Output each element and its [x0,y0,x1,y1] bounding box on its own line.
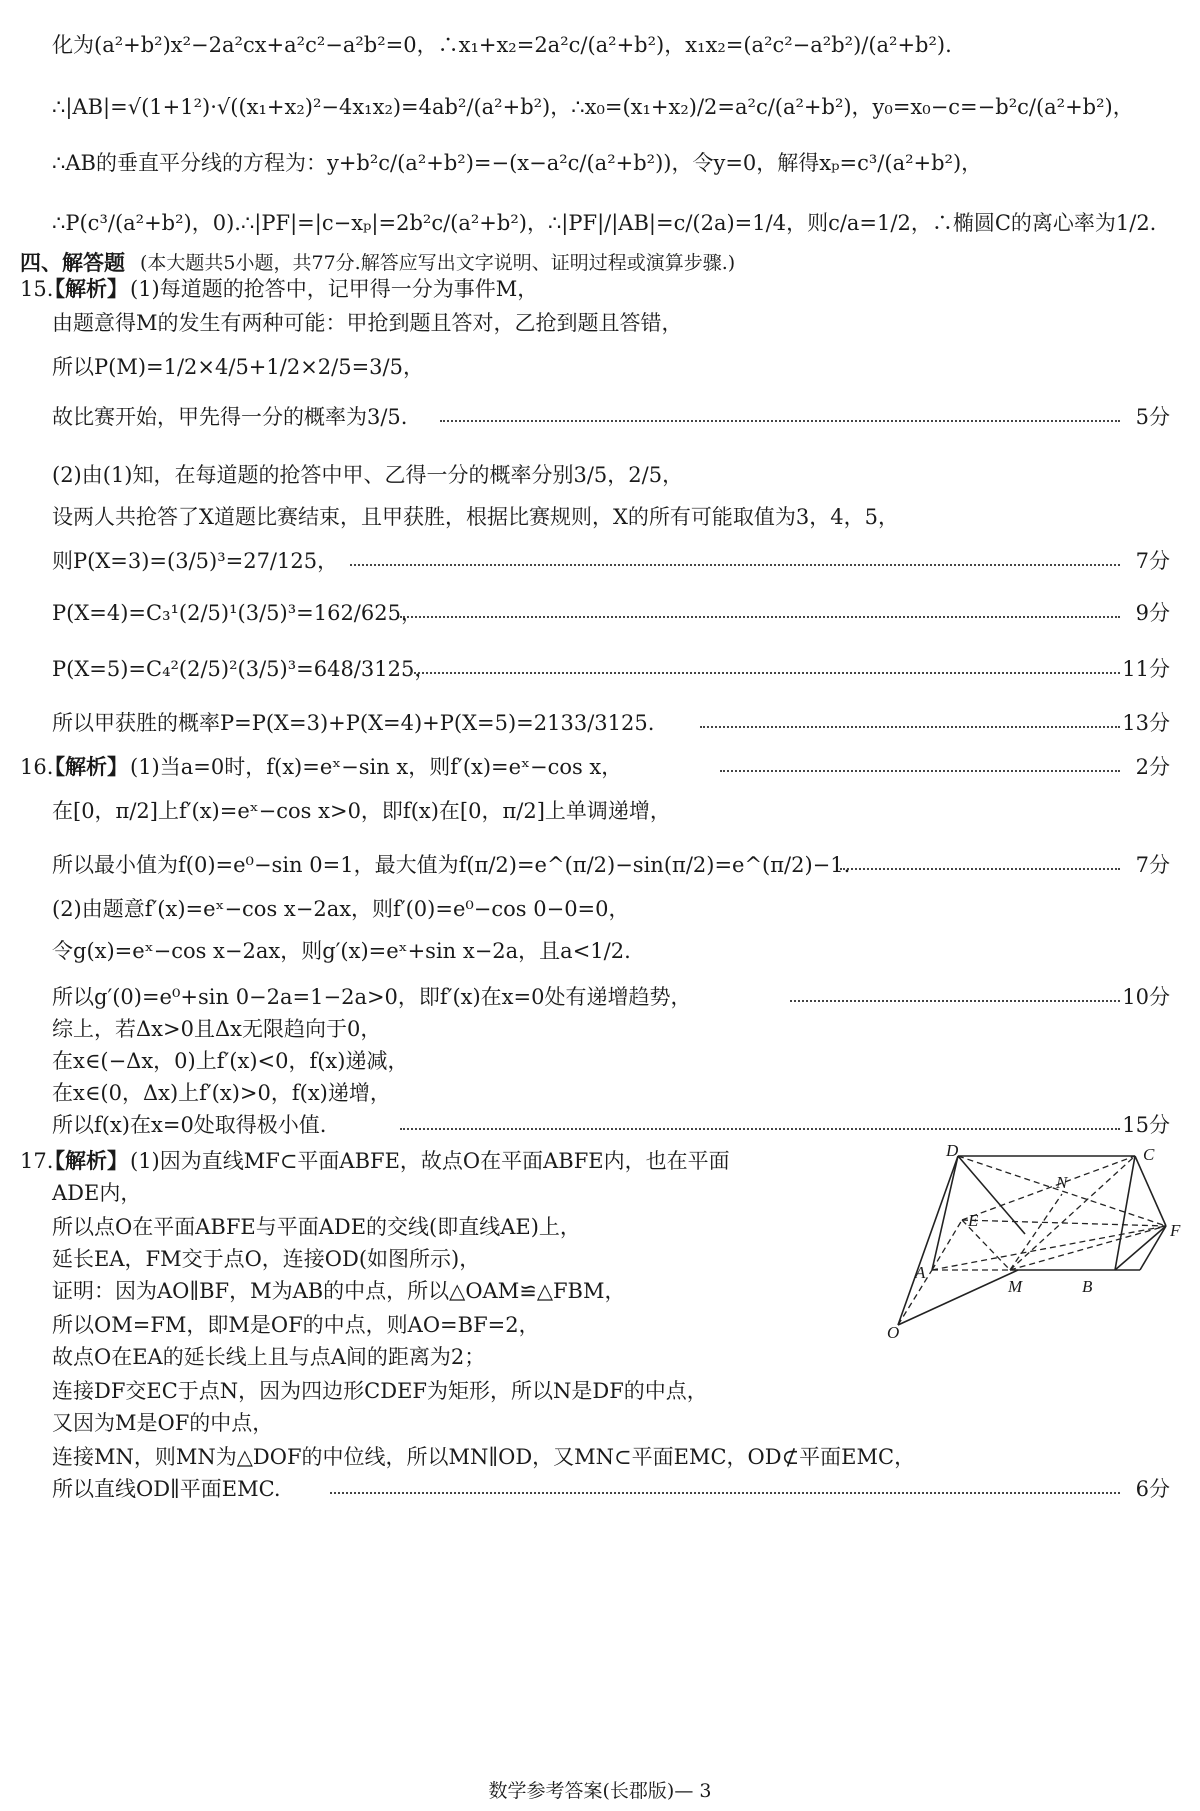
q15-tag: 【解析】 [44,276,128,301]
label-B: B [1082,1277,1093,1296]
q15-points-4: 11分 [1122,657,1170,681]
q16-points-3: 10分 [1122,985,1170,1009]
label-E: E [968,1211,979,1230]
section-desc: (本大题共5小题，共77分.解答应写出文字说明、证明过程或演算步骤.) [140,252,736,274]
label-M: M [1008,1277,1023,1296]
answer-page: 化为(a²+b²)x²−2a²cx+a²c²−a²b²=0，∴x₁+x₂=2a²c/(a²+b²)，x₁x₂=(a²c²−a²b²)/(a²+b²). ∴|AB|=√(1+1²)·√((x₁+x₂)²−4x₁x₂)=4ab²/(a²+b²)，∴x₀=(x₁+x₂)/2=a²c/(a²+b²)，y₀=x₀−c=−b²c/(a²+b²)， ∴AB的垂直平分线的方程为：y+b²c/(a²+b²)=−(x−a²c/(a²+b²))，令y=0，解得xₚ=c³/(a²+b²)， ∴P(c³/(a²+b²)，0).∴|PF|=|c−xₚ|=2b²c/(a²+b²)，∴|PF|/|AB|=c/(2a)=1/4，则c/a=1/2，∴椭圆C的离心率为1/2. 四、解答题 (本大题共5小题，共77分.解答应写出文字说明、证明过程或演算步骤.) 15. 【解析】 (1)每道题的抢答中，记甲得一分为事件M， 由题意得M的发生有两种可能：甲抢到题且答对，乙抢到题且答错， 所以P(M)=1/2×4/5+1/2×2/5=3/5， 故比赛开始，甲先得一分的概率为3/5. 5分 (2)由(1)知，在每道题的抢答中甲、乙得一分的概率分别3/5，2/5， 设两人共抢答了X道题比赛结束，且甲获胜，根据比赛规则，X的所有可能取值为3，4，5， 则P(X=3)=(3/5)³=27/125， 7分 P(X=4)=C₃¹(2/5)¹(3/5)³=162/625， 9分 P(X=5)=C₄²(2/5)²(3/5)³=648/3125， 11分 所以甲获胜的概率P=P(X=3)+P(X=4)+P(X=5)=2133/3125. 13分 16. 【解析】 (1)当a=0时，f(x)=eˣ−sin x，则f′(x)=eˣ−cos x， 2分 在[0，π/2]上f′(x)=eˣ−cos x>0，即f(x)在[0，π/2]上单调递增， 所以最小值为f(0)=e⁰−sin 0=1，最大值为f(π/2)=e^(π/2)−sin(π/2)=e^(π/2)−1. 7分 (2)由题意f′(x)=eˣ−cos x−2ax，则f′(0)=e⁰−cos 0−0=0， 令g(x)=eˣ−cos x−2ax，则g′(x)=eˣ+sin x−2a，且a<1/2. 所以g′(0)=e⁰+sin 0−2a=1−2a>0，即f′(x)在x=0处有递增趋势， 10分 综上，若Δx>0且Δx无限趋向于0， 在x∈(−Δx，0)上f′(x)<0，f(x)递减， 在x∈(0，Δx)上f′(x)>0，f(x)递增， 所以f(x)在x=0处取得极小值. 15分 17. 【解析】 (1)因为直线MF⊂平面ABFE，故点O在平面ABFE内，也在平面 ADE内， 所以点O在平面ABFE与平面ADE的交线(即直线AE)上， 延长EA，FM交于点O，连接OD(如图所示)， 证明：因为AO∥BF，M为AB的中点，所以△OAM≌△FBM， 所以OM=FM，即M是OF的中点，则AO=BF=2， 故点O在EA的延长线上且与点A间的距离为2； 连接DF交EC于点N，因为四边形CDEF为矩形，所以N是DF的中点， 又因为M是OF的中点， 连接MN，则MN为△DOF的中位线，所以MN∥OD，又MN⊂平面EMC，OD⊄平面EMC， 所以直线OD∥平面EMC. 6分 D C N E F A M B O 数学参考答案(长郡版)— 3 [0,0,1200,1811]
geometry-figure [870,1140,1190,1340]
q17-number: 17. [20,1149,54,1173]
q15-points-3: 9分 [1135,601,1170,625]
q15-points-2: 7分 [1135,549,1170,573]
q15-points-1: 5分 [1135,405,1170,429]
q15-points-5: 13分 [1122,711,1170,735]
q17-points-1: 6分 [1135,1477,1170,1501]
label-O: O [887,1323,900,1340]
q16-points-4: 15分 [1122,1113,1170,1137]
q16-number: 16. [20,755,54,779]
section-title: 四、解答题 [20,251,125,275]
label-D: D [946,1141,959,1160]
q16-tag: 【解析】 [44,754,128,779]
q15-number: 15. [20,277,54,301]
label-N: N [1056,1173,1068,1192]
label-C: C [1143,1145,1155,1164]
q16-points-1: 2分 [1135,755,1170,779]
q17-tag: 【解析】 [44,1148,128,1173]
label-A: A [915,1263,926,1282]
page-footer: 数学参考答案(长郡版)— 3 [488,1780,712,1802]
label-F: F [1170,1221,1181,1240]
q16-points-2: 7分 [1135,853,1170,877]
